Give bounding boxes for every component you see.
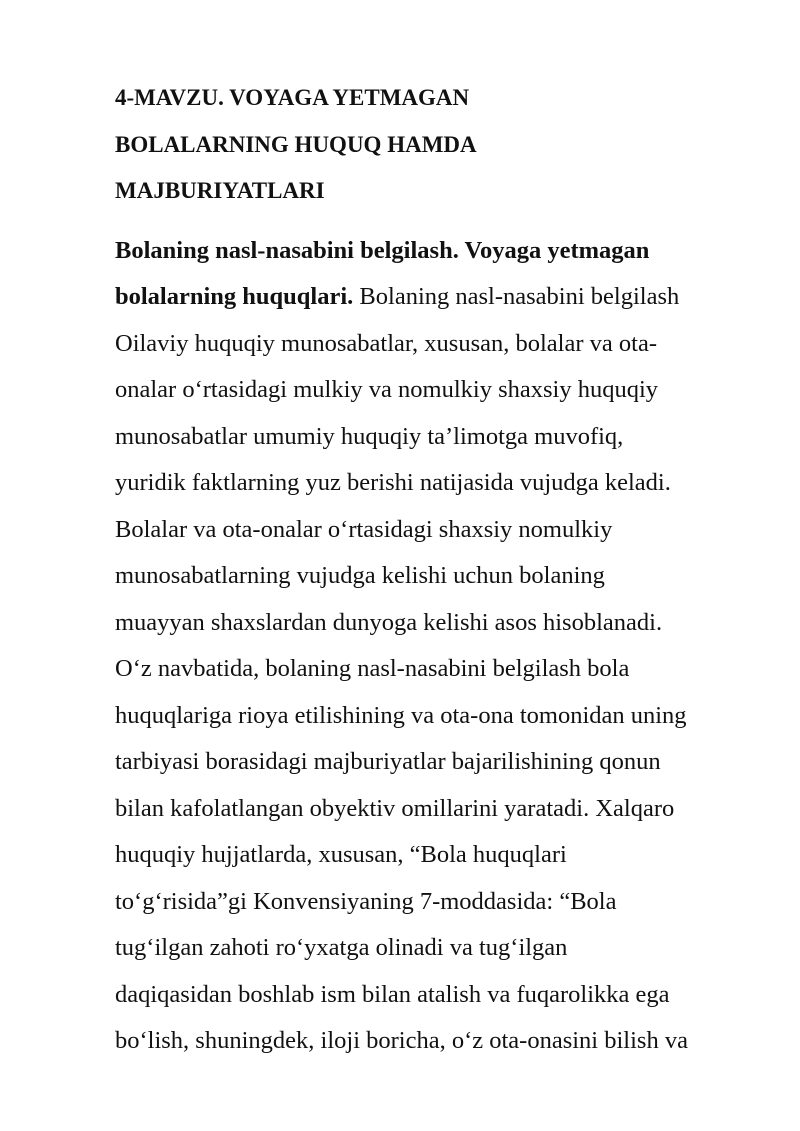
- paragraph-line: O‘z navbatida, bolaning nasl-nasabini belgilash bola: [115, 655, 630, 682]
- paragraph-line: huquqlariga rioya etilishining va ota-ona tomonidan uning: [115, 701, 687, 729]
- paragraph-line: to‘g‘risida”gi Konvensiyaning 7-moddasida: “Bola: [115, 887, 617, 915]
- paragraph-start: Bolaning nasl-nasabini belgilash: [353, 283, 680, 310]
- paragraph-line: daqiqasidan boshlab ism bilan atalish va fuqarolikka ega: [115, 980, 670, 1008]
- section-heading-end: bolalarning huquqlari.: [115, 283, 354, 310]
- paragraph-line: bo‘lish, shuningdek, iloji boricha, o‘z ota-onasini bilish va: [115, 1027, 688, 1054]
- paragraph-line: tarbiyasi borasidagi majburiyatlar bajarilishining qonun: [115, 748, 661, 775]
- paragraph-line: huquqiy hujjatlarda, xususan, “Bola huquqlari: [115, 841, 567, 868]
- paragraph-line: bilan kafolatlangan obyektiv omillarini yaratadi. Xalqaro: [115, 794, 675, 822]
- title-line: 4-MAVZU. VOYAGA YETMAGAN: [115, 85, 470, 110]
- paragraph-line: munosabatlarning vujudga kelishi uchun bolaning: [115, 562, 605, 589]
- document-body: [115, 228, 745, 1065]
- paragraph-line: Oilaviy huquqiy munosabatlar, xususan, bolalar va ota-: [115, 329, 657, 357]
- title-line: BOLALARNING HUQUQ HAMDA: [115, 131, 477, 157]
- paragraph-line: munosabatlar umumiy huquqiy ta’limotga muvofiq,: [115, 422, 624, 450]
- title-line: MAJBURIYATLARI: [115, 178, 325, 203]
- paragraph-line: onalar o‘rtasidagi mulkiy va nomulkiy shaxsiy huquqiy: [115, 376, 659, 403]
- paragraph-line: yuridik faktlarning yuz berishi natijasida vujudga keladi.: [115, 469, 671, 496]
- document-page: [115, 75, 745, 1065]
- paragraph-line: tug‘ilgan zahoti ro‘yxatga olinadi va tug‘ilgan: [115, 934, 568, 961]
- paragraph-line: Bolalar va ota-onalar o‘rtasidagi shaxsiy nomulkiy: [115, 515, 613, 543]
- paragraph-line: muayyan shaxslardan dunyoga kelishi asos hisoblanadi.: [115, 608, 663, 636]
- section-heading-continued: [115, 274, 745, 321]
- document-title: [115, 75, 745, 215]
- section-heading: Bolaning nasl-nasabini belgilash. Voyaga yetmagan: [115, 236, 650, 264]
